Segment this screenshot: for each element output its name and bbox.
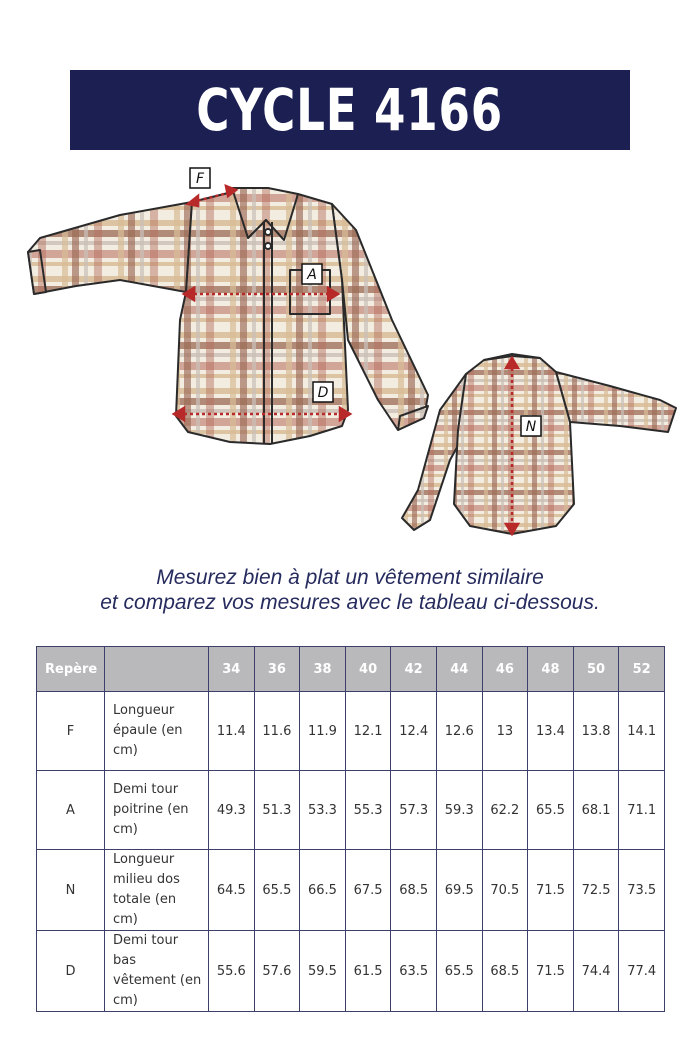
table-cell: 12.1 xyxy=(345,692,391,771)
table-cell: 59.3 xyxy=(436,771,482,850)
table-cell: 65.5 xyxy=(528,771,574,850)
table-cell: 73.5 xyxy=(619,850,665,931)
table-cell: 59.5 xyxy=(300,931,346,1012)
table-cell: 65.5 xyxy=(254,850,300,931)
table-cell: 57.6 xyxy=(254,931,300,1012)
header-size: 36 xyxy=(254,647,300,692)
table-cell: 57.3 xyxy=(391,771,437,850)
instructions-line-2: et comparez vos mesures avec le tableau ci-dessous. xyxy=(100,591,600,614)
table-cell: 74.4 xyxy=(573,931,619,1012)
table-cell: 11.6 xyxy=(254,692,300,771)
table-cell: 66.5 xyxy=(300,850,346,931)
table-cell: 71.1 xyxy=(619,771,665,850)
table-cell: 55.6 xyxy=(209,931,255,1012)
table-cell: 68.1 xyxy=(573,771,619,850)
row-description: Demi tour bas vêtement (en cm) xyxy=(105,931,209,1012)
row-description: Longueur milieu dos totale (en cm) xyxy=(105,850,209,931)
front-shirt xyxy=(28,188,428,444)
header-size: 46 xyxy=(482,647,528,692)
table-cell: 13 xyxy=(482,692,528,771)
table-cell: 51.3 xyxy=(254,771,300,850)
size-chart-header-row xyxy=(37,647,665,692)
front-body xyxy=(176,192,348,444)
row-description: Demi tour poitrine (en cm) xyxy=(105,771,209,850)
table-row xyxy=(37,850,665,931)
marker-d: D xyxy=(317,385,329,401)
table-cell: 55.3 xyxy=(345,771,391,850)
back-body xyxy=(454,356,574,534)
page-title: CYCLE 4166 xyxy=(196,76,504,144)
table-cell: 67.5 xyxy=(345,850,391,931)
table-cell: 49.3 xyxy=(209,771,255,850)
table-cell: 68.5 xyxy=(482,931,528,1012)
table-cell: 65.5 xyxy=(436,931,482,1012)
header-size: 50 xyxy=(573,647,619,692)
front-left-sleeve xyxy=(28,202,192,294)
instructions-line-1: Mesurez bien à plat un vêtement similaire xyxy=(156,566,544,589)
table-cell: 68.5 xyxy=(391,850,437,931)
table-cell: 63.5 xyxy=(391,931,437,1012)
table-cell: 71.5 xyxy=(528,931,574,1012)
header-size: 42 xyxy=(391,647,437,692)
table-cell: 11.9 xyxy=(300,692,346,771)
header-size: 34 xyxy=(209,647,255,692)
measuring-instructions xyxy=(0,565,700,615)
table-cell: 12.6 xyxy=(436,692,482,771)
header-repere: Repère xyxy=(37,647,105,692)
shirt-illustration xyxy=(0,160,700,550)
row-marker: A xyxy=(37,771,105,850)
table-cell: 77.4 xyxy=(619,931,665,1012)
table-cell: 70.5 xyxy=(482,850,528,931)
header-description xyxy=(105,647,209,692)
row-marker: D xyxy=(37,931,105,1012)
header-size: 38 xyxy=(300,647,346,692)
marker-n: N xyxy=(525,419,537,435)
table-cell: 53.3 xyxy=(300,771,346,850)
back-right-sleeve xyxy=(556,372,676,432)
table-cell: 69.5 xyxy=(436,850,482,931)
table-cell: 64.5 xyxy=(209,850,255,931)
marker-a: A xyxy=(307,267,317,283)
table-cell: 14.1 xyxy=(619,692,665,771)
table-cell: 71.5 xyxy=(528,850,574,931)
table-cell: 11.4 xyxy=(209,692,255,771)
back-shirt xyxy=(402,354,676,534)
title-banner xyxy=(70,70,630,150)
header-size: 48 xyxy=(528,647,574,692)
table-row xyxy=(37,931,665,1012)
table-cell: 62.2 xyxy=(482,771,528,850)
size-chart-table xyxy=(36,646,665,1012)
header-size: 52 xyxy=(619,647,665,692)
row-marker: F xyxy=(37,692,105,771)
row-marker: N xyxy=(37,850,105,931)
table-cell: 12.4 xyxy=(391,692,437,771)
table-row xyxy=(37,692,665,771)
row-description: Longueur épaule (en cm) xyxy=(105,692,209,771)
table-cell: 13.4 xyxy=(528,692,574,771)
header-size: 40 xyxy=(345,647,391,692)
table-cell: 13.8 xyxy=(573,692,619,771)
table-cell: 72.5 xyxy=(573,850,619,931)
table-row xyxy=(37,771,665,850)
table-cell: 61.5 xyxy=(345,931,391,1012)
marker-f: F xyxy=(195,171,205,187)
header-size: 44 xyxy=(436,647,482,692)
